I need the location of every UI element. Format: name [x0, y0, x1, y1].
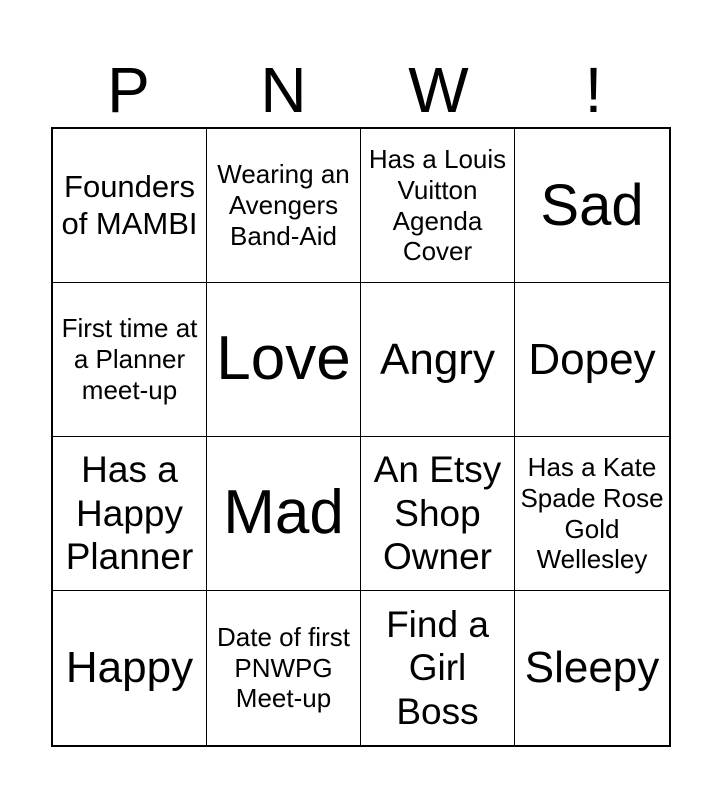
header-letter-exclamation: !	[584, 54, 603, 126]
bingo-cell-text: Happy	[65, 643, 194, 693]
bingo-cell-r2-c1[interactable]	[207, 437, 361, 591]
bingo-cell-text: Sleepy	[524, 643, 660, 693]
bingo-cell-text: Find a Girl Boss	[386, 603, 489, 732]
bingo-cell-text: Mad	[223, 478, 344, 548]
bingo-cell-r1-c0[interactable]	[53, 283, 207, 437]
header-letter-p: P	[107, 54, 150, 126]
bingo-cell-text: First time at a Planner meet-up	[61, 313, 198, 405]
bingo-cell-text: Sad	[540, 172, 644, 238]
header-letter-w: W	[408, 54, 469, 126]
bingo-cell-text: Founders of MAMBI	[61, 168, 198, 241]
bingo-cell-r3-c2[interactable]	[361, 591, 515, 745]
bingo-cell-r0-c3[interactable]	[515, 129, 669, 283]
bingo-cell-r2-c0[interactable]	[53, 437, 207, 591]
bingo-cell-r0-c0[interactable]	[53, 129, 207, 283]
bingo-cell-text: Has a Louis Vuitton Agenda Cover	[368, 144, 507, 267]
bingo-cell-r0-c2[interactable]	[361, 129, 515, 283]
bingo-cell-text: Wearing an Avengers Band-Aid	[217, 159, 350, 251]
bingo-header	[51, 52, 671, 128]
bingo-cell-r3-c1[interactable]	[207, 591, 361, 745]
bingo-cell-text: Has a Kate Spade Rose Gold Wellesley	[520, 452, 664, 575]
header-letter-n: N	[260, 54, 307, 126]
bingo-cell-r3-c3[interactable]	[515, 591, 669, 745]
bingo-board	[51, 127, 671, 747]
bingo-cell-r1-c2[interactable]	[361, 283, 515, 437]
bingo-cell-r2-c2[interactable]	[361, 437, 515, 591]
bingo-cell-r1-c3[interactable]	[515, 283, 669, 437]
bingo-cell-r0-c1[interactable]	[207, 129, 361, 283]
bingo-cell-text: Angry	[380, 334, 495, 384]
bingo-cell-text: An Etsy Shop Owner	[373, 449, 502, 578]
bingo-cell-r1-c1[interactable]	[207, 283, 361, 437]
bingo-cell-text: Has a Happy Planner	[65, 449, 194, 578]
bingo-cell-r3-c0[interactable]	[53, 591, 207, 745]
bingo-cell-r2-c3[interactable]	[515, 437, 669, 591]
bingo-cell-text: Love	[216, 324, 351, 394]
bingo-cell-text: Date of first PNWPG Meet-up	[217, 621, 350, 714]
bingo-cell-text: Dopey	[528, 334, 656, 384]
